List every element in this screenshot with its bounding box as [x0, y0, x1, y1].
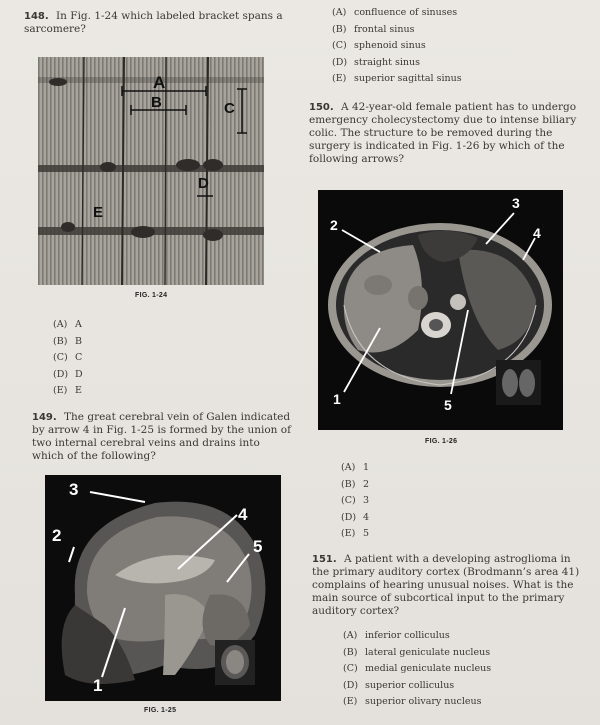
figure-1-25-image	[45, 475, 281, 701]
options-148	[53, 317, 83, 400]
question-number: 148.	[24, 11, 49, 22]
label-E: E	[93, 204, 104, 221]
label-1: 1	[93, 676, 103, 695]
option-e[interactable]: (E) 5	[341, 528, 370, 539]
label-3: 3	[512, 195, 520, 211]
option-d[interactable]: (D) D	[53, 368, 83, 380]
option-b[interactable]: (B) 2	[341, 478, 370, 490]
option-b[interactable]: (B) B	[53, 335, 82, 347]
option-a[interactable]: (A) inferior colliculus	[343, 630, 450, 641]
question-text: A patient with a developing astroglioma in the primary auditory cortex (Brodmann’s area 41) complains of hearing unusual noises. What is the main source of subcortical input to the primary auditory cortex?	[312, 553, 580, 617]
label-B: B	[151, 94, 162, 111]
option-c[interactable]: (C) sphenoid sinus	[332, 40, 426, 51]
question-151	[312, 553, 582, 618]
muscle-micrograph	[38, 57, 264, 285]
option-e[interactable]: (E) superior sagittal sinus	[332, 73, 462, 84]
question-148	[24, 10, 294, 36]
question-text: A 42-year-old female patient has to undergo emergency cholecystectomy due to intense biliary colic. The structure to be removed during the surgery is indicated in Fig. 1-26 by which of the following arrows?	[309, 101, 577, 165]
figure-1-26-image	[318, 190, 563, 430]
question-149	[32, 411, 294, 463]
question-150	[309, 101, 579, 166]
option-e[interactable]: (E) superior olivary nucleus	[343, 696, 482, 707]
option-a[interactable]: (A) 1	[341, 462, 370, 473]
question-number: 151.	[312, 554, 337, 565]
option-a[interactable]: (A) confluence of sinuses	[332, 7, 458, 18]
option-a[interactable]: (A) A	[53, 319, 82, 330]
figure-caption: FIG. 1-25	[144, 707, 177, 714]
label-3: 3	[69, 480, 79, 499]
figure-caption: FIG. 1-26	[425, 438, 458, 445]
label-D: D	[198, 175, 209, 192]
label-2: 2	[330, 217, 338, 233]
question-text: The great cerebral vein of Galen indicated by arrow 4 in Fig. 1-25 is formed by the union of two internal cerebral veins and drains into which of the following?	[32, 411, 291, 462]
label-4: 4	[238, 505, 248, 524]
axial-ct	[318, 190, 563, 430]
option-b[interactable]: (B) frontal sinus	[332, 23, 415, 35]
label-5: 5	[253, 537, 263, 556]
option-c[interactable]: (C) medial geniculate nucleus	[343, 663, 492, 674]
option-c[interactable]: (C) 3	[341, 495, 370, 506]
option-d[interactable]: (D) straight sinus	[332, 56, 420, 68]
figure-1-24-image	[38, 57, 264, 285]
label-A: A	[153, 73, 166, 92]
label-5: 5	[444, 397, 452, 413]
question-number: 149.	[32, 412, 57, 423]
option-e[interactable]: (E) E	[53, 385, 82, 396]
figure-caption: FIG. 1-24	[135, 292, 168, 299]
label-2: 2	[52, 526, 62, 545]
options-151	[343, 628, 491, 711]
option-b[interactable]: (B) lateral geniculate nucleus	[343, 646, 491, 658]
option-c[interactable]: (C) C	[53, 352, 83, 363]
sagittal-mri	[45, 475, 281, 701]
label-4: 4	[533, 225, 541, 241]
option-d[interactable]: (D) 4	[341, 511, 370, 523]
question-text: In Fig. 1-24 which labeled bracket spans a sarcomere?	[24, 10, 283, 35]
option-d[interactable]: (D) superior colliculus	[343, 679, 455, 691]
options-150	[341, 460, 369, 543]
label-C: C	[224, 100, 235, 117]
question-number: 150.	[309, 102, 334, 113]
label-1: 1	[333, 391, 341, 407]
options-149	[332, 5, 462, 88]
